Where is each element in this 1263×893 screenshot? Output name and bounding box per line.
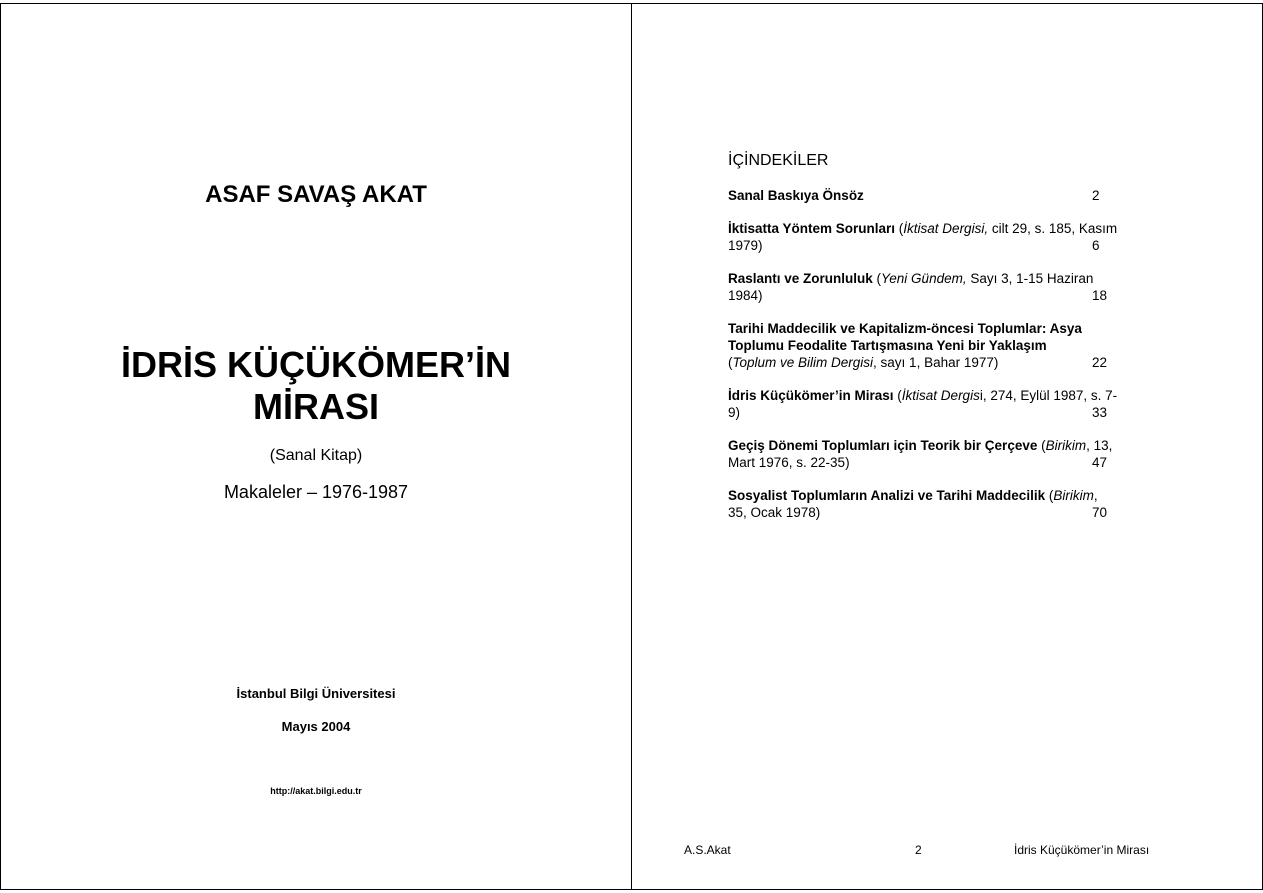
toc-entry-page: 33 [1092, 405, 1108, 420]
publication-date: Mayıs 2004 [281, 719, 351, 734]
toc-entry-details: cilt 29, s. 185, Kasım 1979) [728, 221, 1118, 253]
toc-entry-title: Sanal Baskıya Önsöz [728, 188, 864, 203]
title-page [1, 4, 632, 889]
toc-entry-text [728, 187, 1120, 204]
toc-entry-text [728, 220, 1120, 254]
book-title-line-1: İDRİS KÜÇÜKÖMER’İN [120, 344, 511, 385]
collection-label: Makaleler – 1976-1987 [223, 482, 409, 502]
toc-entry-title: Sosyalist Toplumların Analizi ve Tarihi Maddecilik [728, 488, 1046, 503]
toc-entry-source: İktisat Dergisi, [903, 221, 989, 236]
toc-entry-text [728, 387, 1120, 421]
toc-entry-page: 70 [1092, 505, 1108, 520]
toc-entry-details: Sayı 3, 1-15 Haziran 1984) [728, 271, 1094, 303]
toc-entry[interactable] [728, 320, 1128, 371]
toc-entry-details: , 13, Mart 1976, s. 22-35) [728, 438, 1113, 470]
book-subtitle: (Sanal Kitap) [269, 447, 363, 464]
book-title [1, 344, 631, 428]
toc-entry-source: Birikim [1045, 438, 1087, 453]
toc-entry-page: 22 [1092, 355, 1108, 370]
footer-author: A.S.Akat [684, 843, 731, 857]
footer-page-number: 2 [915, 843, 922, 857]
toc-entry-title: Raslantı ve Zorunluluk [728, 271, 873, 286]
toc-heading: İÇİNDEKİLER [728, 152, 829, 169]
toc-entry-details: , sayı 1, Bahar 1977) [873, 355, 999, 370]
toc-entry-details: , 35, Ocak 1978) [728, 488, 1098, 520]
publisher-name: İstanbul Bilgi Üniversitesi [236, 686, 396, 701]
toc-entry-source: İktisat Dergis [901, 388, 980, 403]
website-link[interactable]: http://akat.bilgi.edu.tr [270, 786, 362, 796]
book-spread [0, 3, 1263, 890]
toc-entry-page: 47 [1092, 455, 1108, 470]
book-title-line-2: MİRASI [253, 386, 379, 427]
toc-entry-page: 18 [1092, 288, 1108, 303]
footer-title: İdris Küçükömer’in Mirası [1014, 843, 1150, 857]
toc-entry-text [728, 437, 1120, 471]
toc-entry-title: Tarihi Maddecilik ve Kapitalizm-öncesi Toplumlar: Asya Toplumu Feodalite Tartışmasına Yeni bir Yaklaşım [728, 321, 1082, 353]
toc-entry[interactable] [728, 437, 1128, 471]
toc-entry-page: 2 [1092, 188, 1100, 203]
toc-entry-source: Birikim [1053, 488, 1094, 503]
toc-entry-title: İdris Küçükömer’in Mirası [728, 388, 894, 403]
author-name: ASAF SAVAŞ AKAT [205, 181, 427, 208]
toc-entry-paren: ( [872, 271, 882, 286]
toc-entry-details: i, 274, Eylül 1987, s. 7-9) [728, 388, 1118, 420]
toc-entry[interactable] [728, 220, 1128, 254]
toc-entry-source: Yeni Gündem, [881, 271, 967, 286]
toc-entry-text [728, 270, 1120, 304]
table-of-contents [728, 187, 1128, 537]
toc-entry-paren: ( [893, 388, 902, 403]
toc-entry-text: Tarihi Maddecilik ve Kapitalizm-öncesi Toplumlar: Asya Toplumu Feodalite Tartışmasına Yeni bir Yaklaşım (Toplum ve Bilim Dergisi, sayı 1, Bahar 1977) [728, 321, 1082, 370]
toc-entry-source: Toplum ve Bilim Dergisi [732, 355, 874, 370]
toc-entry[interactable] [728, 187, 1128, 204]
toc-entry[interactable] [728, 487, 1128, 521]
toc-entry-paren: ( [1045, 488, 1054, 503]
toc-entry[interactable] [728, 270, 1128, 304]
toc-entry-text [728, 487, 1120, 521]
toc-entry-title: İktisatta Yöntem Sorunları [728, 221, 896, 236]
toc-entry-paren: ( [895, 221, 904, 236]
toc-entry[interactable] [728, 387, 1128, 421]
toc-entry-page: 6 [1092, 238, 1100, 253]
toc-entry-paren: ( [1037, 438, 1046, 453]
toc-entry-title: Geçiş Dönemi Toplumları için Teorik bir Çerçeve [728, 438, 1038, 453]
contents-page [632, 4, 1262, 889]
